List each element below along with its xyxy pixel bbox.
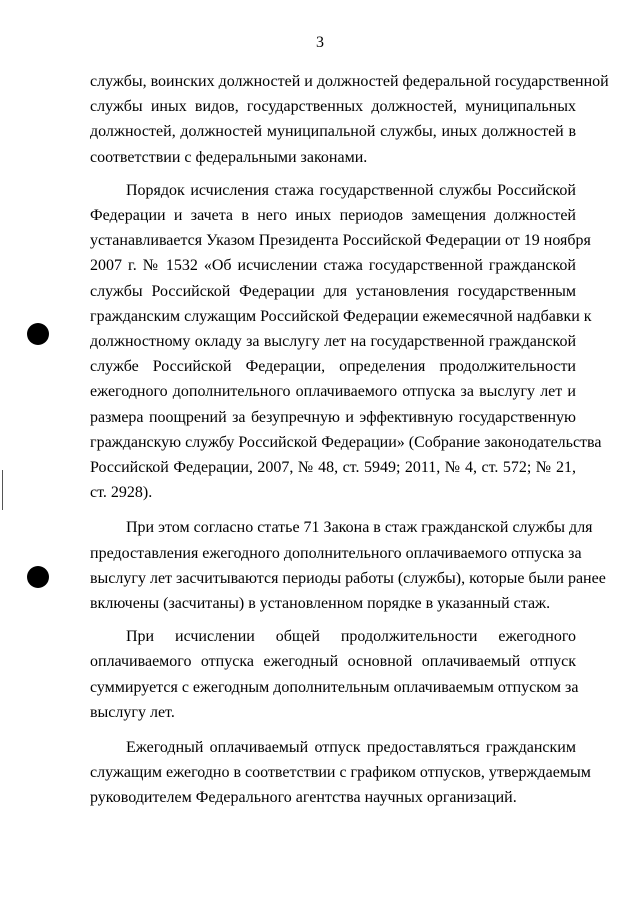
- paragraph-annual-leave: [90, 735, 591, 811]
- text-line: 2007 г. № 1532 «Об исчислении стажа государственной гражданской: [90, 257, 576, 275]
- paragraph-continuation: [90, 69, 609, 170]
- paragraph-service-record-order: [90, 178, 602, 506]
- text-line: должностному окладу за выслугу лет на государственной гражданской: [90, 333, 576, 351]
- text-line: включены (засчитаны) в установленном порядке в указанный стаж.: [90, 595, 551, 613]
- text-line: ежегодного дополнительного оплачиваемого отпуска за выслугу лет и: [90, 383, 576, 401]
- text-line: Ежегодный оплачиваемый отпуск предоставляться гражданским: [126, 739, 576, 757]
- text-line: При этом согласно статье 71 Закона в стаж гражданской службы для: [126, 519, 593, 537]
- text-line: службе Российской Федерации, определения продолжительности: [90, 358, 576, 376]
- text-line: устанавливается Указом Президента Российской Федерации от 19 ноября: [90, 232, 591, 250]
- text-line: должностей, должностей муниципальной службы, иных должностей в: [90, 123, 576, 141]
- text-line: Российской Федерации, 2007, № 48, ст. 5949; 2011, № 4, ст. 572; № 21,: [90, 459, 576, 477]
- punch-hole-bottom: [27, 566, 49, 588]
- text-line: руководителем Федерального агентства научных организаций.: [90, 789, 517, 807]
- text-line: соответствии с федеральными законами.: [90, 148, 368, 166]
- scan-edge-mark: [2, 470, 3, 510]
- text-line: служащим ежегодно в соответствии с графиком отпусков, утверждаемым: [90, 764, 591, 782]
- text-line: Федерации и зачета в него иных периодов замещения должностей: [90, 207, 576, 225]
- text-line: При исчислении общей продолжительности ежегодного: [126, 628, 576, 646]
- text-line: суммируется с ежегодным дополнительным оплачиваемым отпуском за: [90, 678, 579, 696]
- punch-hole-top: [27, 323, 49, 345]
- text-line: службы Российской Федерации для установления государственным: [90, 282, 576, 300]
- text-line: Порядок исчисления стажа государственной службы Российской: [126, 181, 576, 199]
- text-line: выслугу лет засчитываются периоды работы (службы), которые были ранее: [90, 569, 606, 587]
- text-line: оплачиваемого отпуска ежегодный основной оплачиваемый отпуск: [90, 653, 576, 671]
- text-line: службы иных видов, государственных должностей, муниципальных: [90, 98, 576, 116]
- text-line: ст. 2928).: [90, 484, 153, 502]
- text-line: предоставления ежегодного дополнительного оплачиваемого отпуска за: [90, 544, 582, 562]
- paragraph-article-71: [90, 515, 606, 616]
- document-body: [90, 69, 609, 811]
- text-line: выслугу лет.: [90, 703, 175, 721]
- text-line: службы, воинских должностей и должностей федеральной государственной: [90, 73, 609, 90]
- text-line: гражданским служащим Российской Федерации ежемесячной надбавки к: [90, 307, 592, 325]
- paragraph-leave-calculation: [90, 624, 579, 725]
- page-number: 3: [316, 34, 324, 51]
- text-line: размера поощрений за безупречную и эффективную государственную: [90, 408, 576, 426]
- text-line: гражданскую службу Российской Федерации» (Собрание законодательства: [90, 433, 602, 451]
